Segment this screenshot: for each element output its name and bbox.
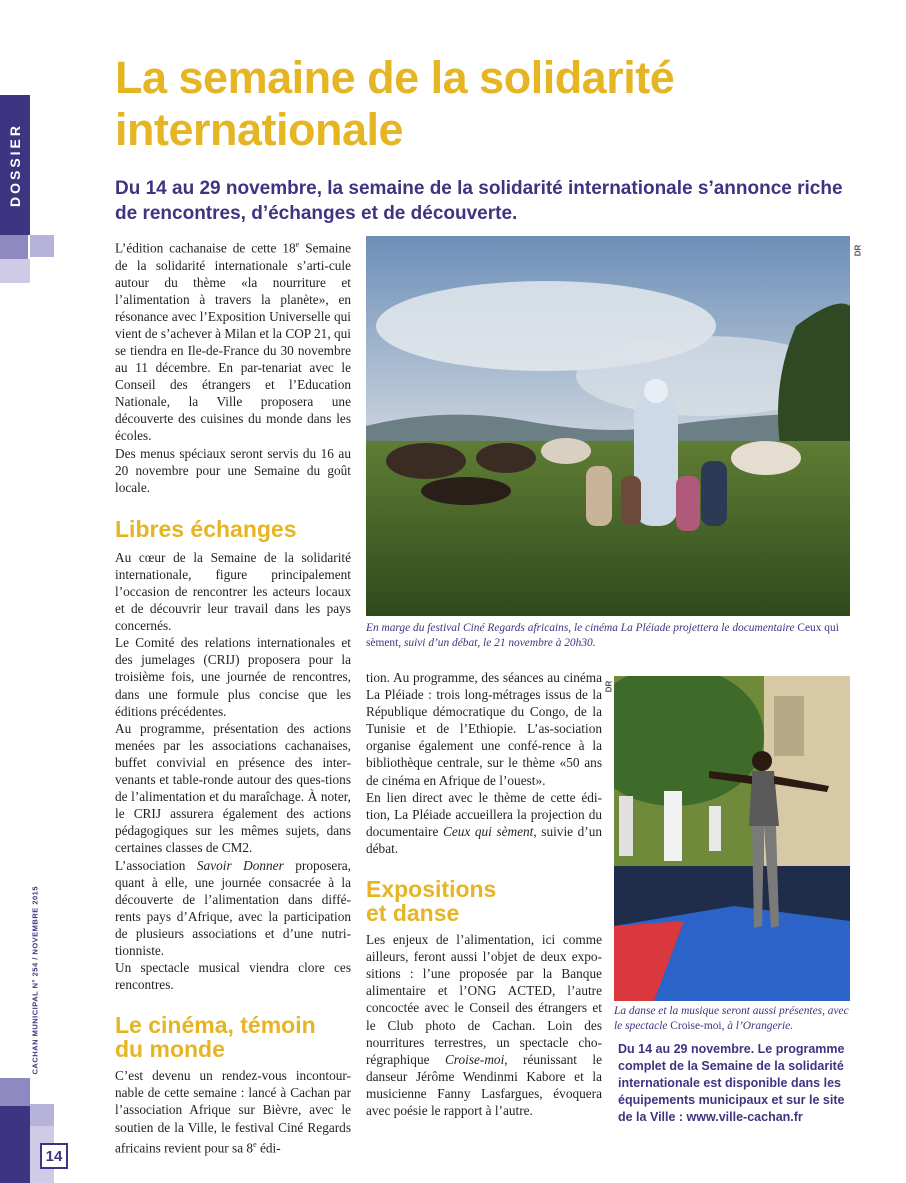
dossier-label: DOSSIER — [7, 122, 24, 208]
photo-cattle-herders — [366, 236, 850, 616]
photo-credit: DR — [853, 244, 863, 257]
subheading-cinema: Le cinéma, témoin du monde — [115, 1012, 316, 1063]
paragraph: Un spectacle musical viendra clore ces rencontres. — [115, 960, 351, 993]
photo-dancer — [614, 676, 850, 1001]
paragraph: Des menus spéciaux seront servis du 16 au 20 novembre pour une Semaine du goût locale. — [115, 445, 351, 495]
photo-caption: La danse et la musique seront aussi présentes, avec le spectacle Croise-moi, à l’Orangerie. — [614, 1005, 849, 1032]
info-box: Du 14 au 29 novembre. Le programme complet de la Semaine de la solidarité internationale est disponible dans les équipements municipaux et sur le site de la Ville : www.ville-cachan.fr — [618, 1042, 845, 1124]
subheading-libres-echanges: Libres échanges — [115, 515, 297, 542]
photo-caption: En marge du festival Ciné Regards africains, le cinéma La Pléiade projettera le documentaire Ceux qui sèment, suivi d’un débat, le 21 novembre à 20h30. — [366, 622, 839, 649]
paragraph: Les enjeux de l’alimentation, ici comme ailleurs, feront aussi l’objet de deux expo-sitions : l’une proposée par la Banque alimentaire et l’ONG ACTED, l’autre concoctée avec le Conseil des étrangers et le Club photo de Cachan. Loin des nourritures terrestres, un spectacle cho-régraphique Croise-moi, réunissant le danseur Jérôme Wendinmi Kabore et la musicienne Fanny Lasfargues, évoquera avec poésie le rapport à l’autre. — [366, 932, 602, 1118]
issue-footer: CACHAN MUNICIPAL N° 254 / NOVEMBRE 2015 — [30, 885, 40, 1075]
paragraph: En lien direct avec le thème de cette édi-tion, La Pléiade accueillera la projection du documentaire Ceux qui sèment, suivie d’un débat. — [366, 789, 603, 856]
deco-square — [0, 235, 28, 259]
paragraph: C’est devenu un rendez-vous incontour-nable de cette semaine : lancé à Cachan par l’association Afrique sur Bièvre, avec le soutien de la Ville, le festival Ciné Regards africains revient pour sa 8e édi- — [115, 1068, 351, 1156]
deco-square — [0, 1106, 30, 1183]
deco-square — [30, 235, 54, 257]
subheading-expositions: Expositions et danse — [366, 876, 497, 927]
paragraph: Au programme, présentation des actions menées par les associations cachanaises, buffet convivial en présence des inter-venants et table-ronde autour des ques-tions de l’alimentation et du maraîchage. À noter, le CRIJ assurera également des actions pédagogiques sur les mêmes sujets, dans certaines classes de CM2. — [115, 720, 351, 856]
page-number: 14 — [40, 1143, 68, 1169]
column-2 — [366, 669, 602, 1119]
deco-square — [0, 1078, 30, 1106]
paragraph: L’édition cachanaise de cette 18e Semaine de la solidarité internationale s’arti-cule autour du thème «la nourriture et l’alimentation à travers la planète», en résonance avec l’Exposition Universelle qui vient de s’achever à Milan et la COP 21, qui se tiendra en Ile-de-France du 30 novembre au 11 décembre. En par-tenariat avec le Conseil des étrangers et l’Education Nationale, la Ville proposera une découverte des cuisines du monde dans les écoles. — [115, 240, 351, 444]
column-1 — [115, 236, 351, 1156]
photo-credit: DR — [604, 680, 614, 693]
paragraph: Au cœur de la Semaine de la solidarité internationale, figure principalement l’occasion de rencontrer les acteurs locaux et de découvrir leur travail dans les pays concernés. — [115, 549, 351, 634]
paragraph: tion. Au programme, des séances au cinéma La Pléiade : trois long-métrages issus de la République démocratique du Congo, de la Tunisie et de l’Ethiopie. L’as-sociation organise également une confé-rence à la bibliothèque centrale, sur le thème «50 ans de cinéma en Afrique de l’ouest». — [366, 670, 602, 788]
paragraph: Le Comité des relations internationales et des jumelages (CRIJ) proposera pour la troisième fois, une journée de rencontres, dans une formule plus concise que les éditions précédentes. — [115, 635, 351, 719]
lead-paragraph: Du 14 au 29 novembre, la semaine de la solidarité internationale s’annonce riche de rencontres, d’échanges et de découverte. — [115, 178, 843, 224]
deco-square — [0, 259, 30, 283]
dossier-label-wrap — [0, 95, 30, 235]
paragraph: L’association Savoir Donner proposera, quant à elle, une journée consacrée à la découverte de l’alimentation dans diffé-rents pays d’Afrique, avec la participation de plusieurs associations et d’une nutri-tionniste. — [115, 857, 351, 958]
deco-square — [30, 1104, 54, 1126]
page-title: La semaine de la solidarité internationale — [115, 52, 675, 155]
